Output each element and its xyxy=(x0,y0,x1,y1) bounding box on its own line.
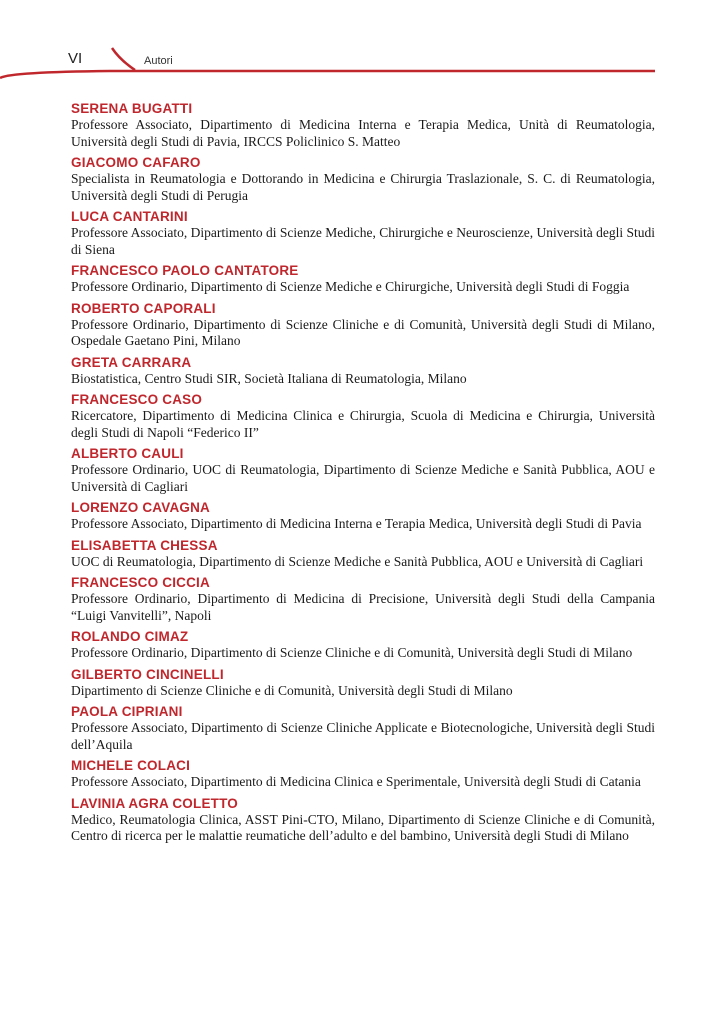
author-entry xyxy=(71,499,655,533)
author-entry xyxy=(71,628,655,662)
author-name: ELISABETTA CHESSA xyxy=(71,537,218,553)
author-entry xyxy=(71,154,655,204)
author-affiliation: Professore Associato, Dipartimento di Medicina Clinica e Sperimentale, Università degli Studi di Catania xyxy=(71,774,641,789)
author-entry xyxy=(71,757,655,791)
author-entry xyxy=(71,262,655,296)
author-name: ROLANDO CIMAZ xyxy=(71,629,189,644)
author-affiliation: Professore Associato, Dipartimento di Medicina Interna e Terapia Medica, Unità di Reumatologia, Università degli Studi di Pavia, IRCCS Policlinico S. Matteo xyxy=(71,117,655,149)
author-affiliation: Professore Ordinario, Dipartimento di Scienze Cliniche e di Comunità, Università degli Studi di Milano xyxy=(71,645,633,660)
author-affiliation: Professore Associato, Dipartimento di Medicina Interna e Terapia Medica, Università degli Studi di Pavia xyxy=(71,516,642,531)
author-name: GILBERTO CINCINELLI xyxy=(71,666,224,682)
author-entry xyxy=(71,354,655,388)
author-entry xyxy=(71,300,655,350)
author-list xyxy=(71,100,655,849)
author-entry xyxy=(71,391,655,441)
author-entry xyxy=(71,208,655,258)
page-header xyxy=(0,0,723,80)
author-affiliation: Professore Associato, Dipartimento di Scienze Cliniche Applicate e Biotecnologiche, Università degli Studi dell’Aquila xyxy=(71,720,655,752)
header-rule-decoration xyxy=(0,0,723,80)
author-name: LUCA CANTARINI xyxy=(71,209,188,224)
author-affiliation: UOC di Reumatologia, Dipartimento di Scienze Mediche e Sanità Pubblica, AOU e Università di Cagliari xyxy=(71,553,644,569)
author-name: ROBERTO CAPORALI xyxy=(71,300,216,316)
author-affiliation: Professore Ordinario, Dipartimento di Scienze Mediche e Chirurgiche, Università degli Studi di Foggia xyxy=(71,279,630,294)
author-name: ALBERTO CAULI xyxy=(71,446,184,461)
author-entry xyxy=(71,537,655,571)
author-name: FRANCESCO PAOLO CANTATORE xyxy=(71,263,299,278)
author-name: MICHELE COLACI xyxy=(71,758,191,773)
author-name: LAVINIA AGRA COLETTO xyxy=(71,795,238,811)
author-affiliation: Biostatistica, Centro Studi SIR, Società Italiana di Reumatologia, Milano xyxy=(71,370,467,386)
author-name: FRANCESCO CICCIA xyxy=(71,575,210,590)
author-name: LORENZO CAVAGNA xyxy=(71,500,210,515)
author-affiliation: Ricercatore, Dipartimento di Medicina Clinica e Chirurgia, Scuola di Medicina e Chirurgia, Università degli Studi di Napoli “Federico II” xyxy=(71,408,655,440)
author-affiliation: Medico, Reumatologia Clinica, ASST Pini-CTO, Milano, Dipartimento di Scienze Cliniche e di Comunità, Centro di ricerca per le malattie reumatiche dell’adulto e del bambino, Università degli Studi di Milano xyxy=(71,811,655,843)
author-affiliation: Professore Ordinario, UOC di Reumatologia, Dipartimento di Scienze Mediche e Sanità Pubblica, AOU e Università di Cagliari xyxy=(71,462,655,494)
author-affiliation: Professore Associato, Dipartimento di Scienze Mediche, Chirurgiche e Neuroscienze, Università degli Studi di Siena xyxy=(71,225,655,257)
author-affiliation: Dipartimento di Scienze Cliniche e di Comunità, Università degli Studi di Milano xyxy=(71,682,513,698)
author-entry xyxy=(71,666,655,700)
running-head: Autori xyxy=(144,55,173,67)
page-number: VI xyxy=(68,50,83,67)
author-name: GIACOMO CAFARO xyxy=(71,155,201,170)
author-entry xyxy=(71,445,655,495)
author-affiliation: Specialista in Reumatologia e Dottorando in Medicina e Chirurgia Traslazionale, S. C. di Reumatologia, Università degli Studi di Perugia xyxy=(71,171,655,203)
author-entry xyxy=(71,795,655,845)
author-entry xyxy=(71,574,655,624)
author-affiliation: Professore Ordinario, Dipartimento di Scienze Cliniche e di Comunità, Università degli Studi di Milano, Ospedale Gaetano Pini, Milano xyxy=(71,316,655,348)
author-name: SERENA BUGATTI xyxy=(71,101,193,116)
author-entry xyxy=(71,100,655,150)
author-entry xyxy=(71,703,655,753)
author-affiliation: Professore Ordinario, Dipartimento di Medicina di Precisione, Università degli Studi della Campania “Luigi Vanvitelli”, Napoli xyxy=(71,591,655,623)
author-name: GRETA CARRARA xyxy=(71,354,192,370)
author-name: PAOLA CIPRIANI xyxy=(71,704,183,719)
author-name: FRANCESCO CASO xyxy=(71,392,203,407)
